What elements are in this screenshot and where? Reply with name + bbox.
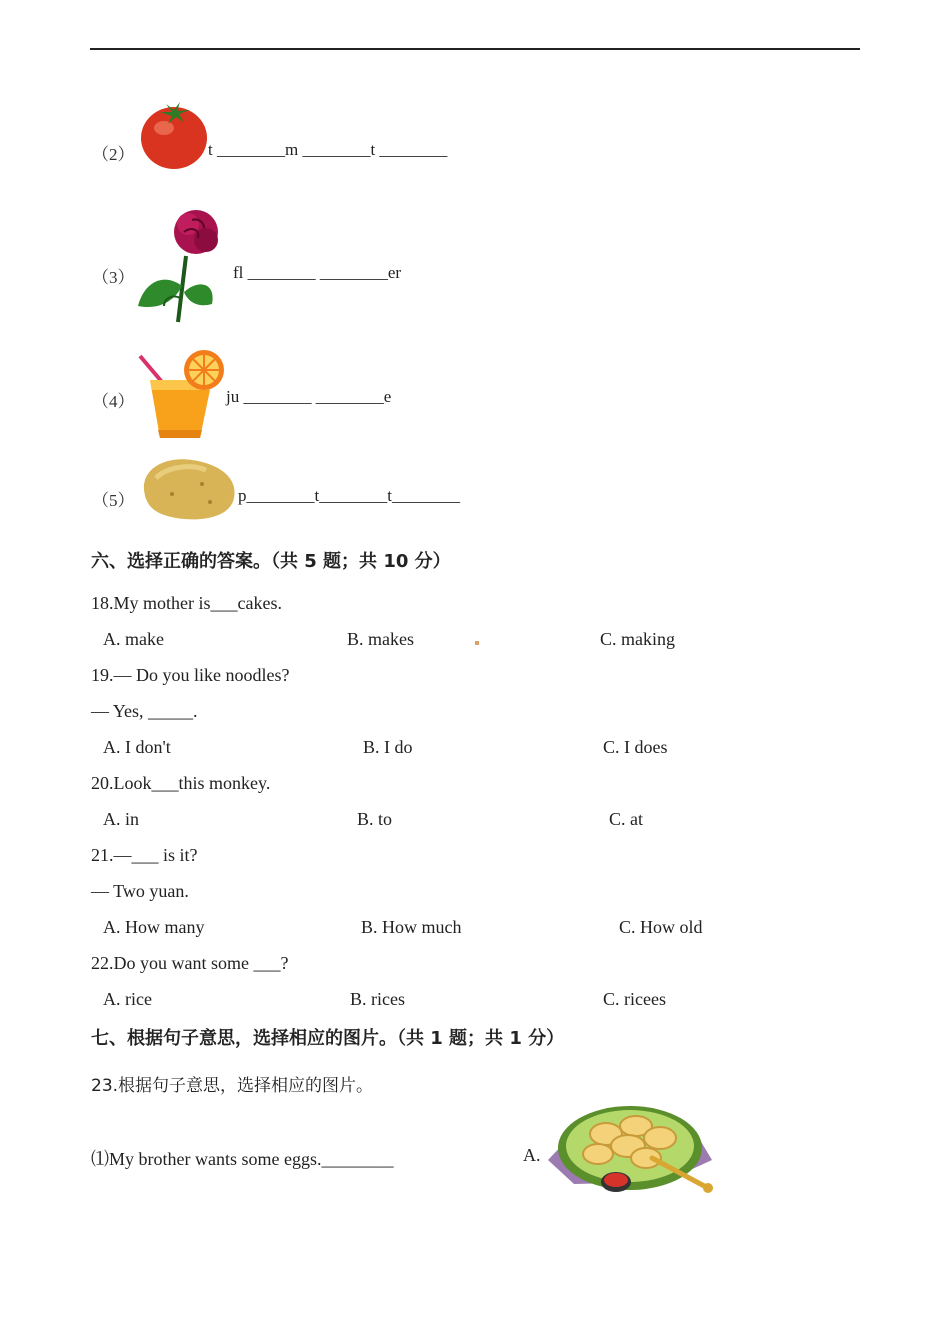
section-title: 六、选择正确的答案。（共 5 题；共 10 分）	[91, 551, 451, 572]
fill-blank-pattern: p________t________t________	[238, 486, 460, 505]
sub-question: ⑴My brother wants some eggs.________	[91, 1149, 394, 1169]
option-a: A. rice	[103, 989, 152, 1009]
option-b: B. rices	[350, 989, 405, 1009]
juice-icon	[136, 346, 228, 444]
tomato-icon	[136, 96, 212, 172]
option-a: A. in	[103, 809, 139, 829]
question-text: — Two yuan.	[91, 881, 189, 901]
option-c: C. I does	[603, 737, 668, 757]
rose-icon	[134, 206, 238, 324]
item-number: （3）	[92, 268, 135, 287]
question-text: 20.Look___this monkey.	[91, 773, 271, 793]
stray-dot	[475, 641, 479, 645]
section-title: 七、根据句子意思，选择相应的图片。（共 1 题；共 1 分）	[91, 1028, 565, 1049]
question-text: 18.My mother is___cakes.	[91, 593, 282, 613]
option-c: C. making	[600, 629, 675, 649]
option-c: C. ricees	[603, 989, 666, 1009]
fill-blank-pattern: ju ________ ________e	[226, 387, 392, 406]
question-text: — Yes, _____.	[91, 701, 198, 721]
fill-blank-pattern: fl ________ ________er	[233, 263, 402, 282]
option-c: C. How old	[619, 917, 703, 937]
header-rule	[90, 48, 860, 50]
item-number: （2）	[92, 145, 135, 164]
option-c: C. at	[609, 809, 643, 829]
question-text: 19.— Do you like noodles?	[91, 665, 290, 685]
item-number: （5）	[92, 491, 135, 510]
option-b: B. makes	[347, 629, 414, 649]
option-a: A.	[523, 1145, 541, 1165]
option-a: A. How many	[103, 917, 205, 937]
option-a: A. I don't	[103, 737, 171, 757]
option-b: B. I do	[363, 737, 413, 757]
question-text: 23.根据句子意思，选择相应的图片。	[91, 1076, 374, 1096]
option-a: A. make	[103, 629, 164, 649]
question-text: 22.Do you want some ___?	[91, 953, 289, 973]
dumplings-plate-icon	[544, 1100, 716, 1200]
option-b: B. to	[357, 809, 393, 829]
potato-icon	[136, 454, 240, 524]
option-b: B. How much	[361, 917, 462, 937]
question-text: 21.—___ is it?	[91, 845, 198, 865]
item-number: （4）	[92, 392, 135, 411]
fill-blank-pattern: t ________m ________t ________	[208, 140, 448, 159]
